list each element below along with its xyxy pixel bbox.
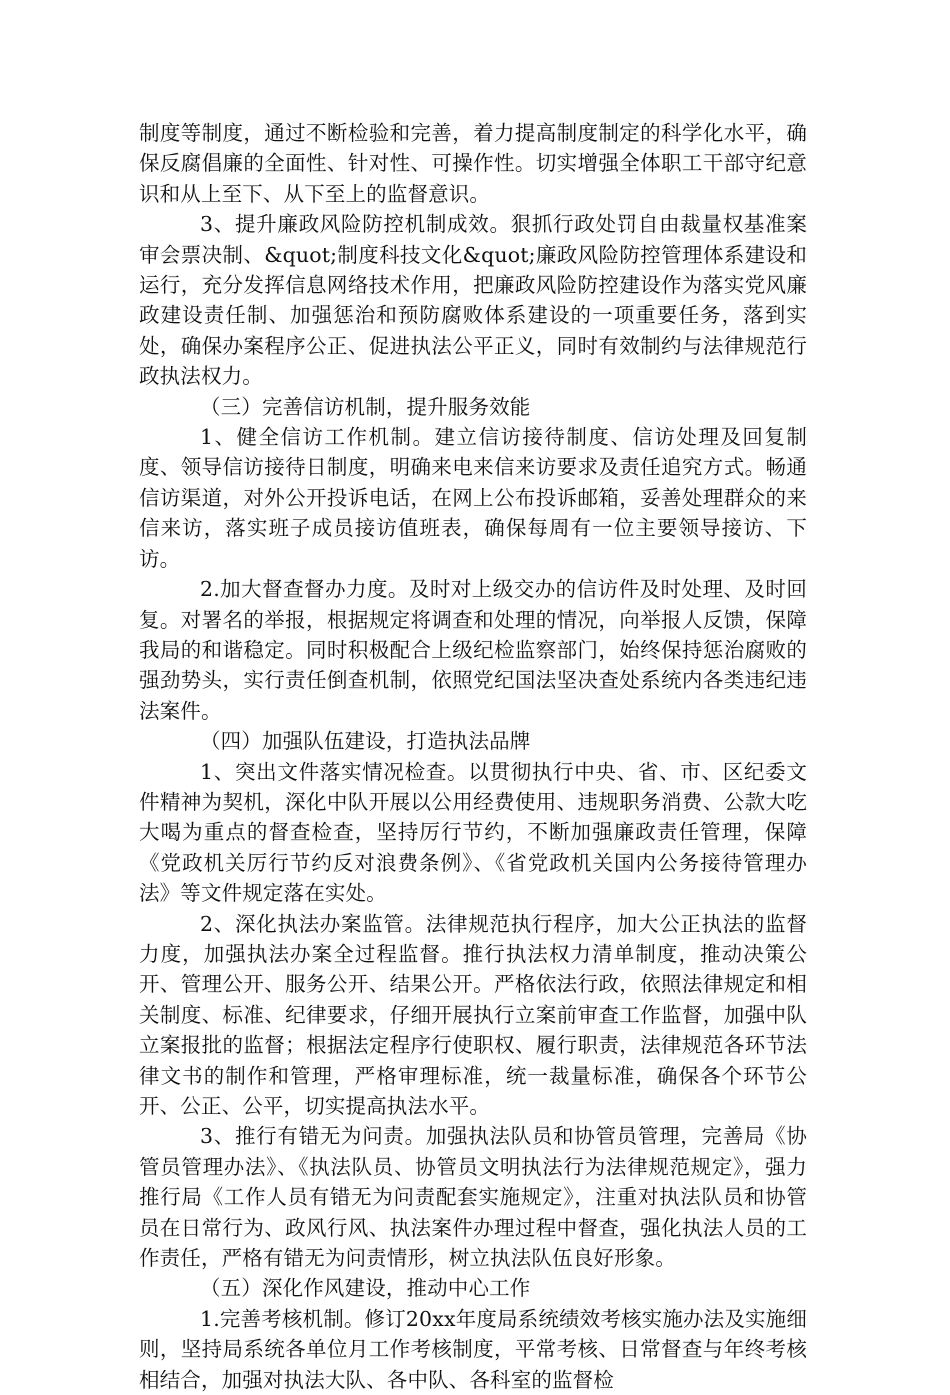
paragraph-5: 2.加大督查督办力度。及时对上级交办的信访件及时处理、及时回复。对署名的举报，根据规定将调查和处理的情况，向举报人反馈，保障我局的和谐稳定。同时积极配合上级纪检监察部门，始终保持惩治腐败的强劲势头，实行责任倒查机制，依照党纪国法坚决查处系统内各类违纪违法案件。: [139, 577, 807, 723]
paragraph-9: 3、推行有错无为问责。加强执法队员和协管员管理，完善局《协管员管理办法》、《执法队员、协管员文明执法行为法律规范规定》，强力推行局《工作人员有错无为问责配套实施规定》，注重对执法队员和协管员在日常行为、政风行风、执法案件办理过程中督查，强化执法人员的工作责任，严格有错无为问责情形，树立执法队伍良好形象。: [139, 1124, 807, 1271]
paragraph-11: 1.完善考核机制。修订20xx年度局系统绩效考核实施办法及实施细则，坚持局系统各单位月工作考核制度，平常考核、日常督查与年终考核相结合，加强对执法大队、各中队、各科室的监督检: [139, 1306, 807, 1392]
section-heading-4: （四）加强队伍建设，打造执法品牌: [200, 729, 531, 754]
section-heading-5: （五）深化作风建设，推动中心工作: [200, 1276, 531, 1301]
paragraph-8: 2、深化执法办案监管。法律规范执行程序，加大公正执法的监督力度，加强执法办案全过程监督。推行执法权力清单制度，推动决策公开、管理公开、服务公开、结果公开。严格依法行政，依照法律规定和相关制度、标准、纪律要求，仔细开展执行立案前审查工作监督，加强中队立案报批的监督；根据法定程序行使职权、履行职责，法律规范各环节法律文书的制作和管理，严格审理标准，统一裁量标准，确保各个环节公开、公正、公平，切实提高执法水平。: [139, 911, 807, 1118]
paragraph-4: 1、健全信访工作机制。建立信访接待制度、信访处理及回复制度、领导信访接待日制度，明确来电来信来访要求及责任追究方式。畅通信访渠道，对外公开投诉电话，在网上公布投诉邮箱，妥善处理群众的来信来访，落实班子成员接访值班表，确保每周有一位主要领导接访、下访。: [139, 425, 807, 571]
paragraph-7: 1、突出文件落实情况检查。以贯彻执行中央、省、市、区纪委文件精神为契机，深化中队开展以公用经费使用、违规职务消费、公款大吃大喝为重点的督查检查，坚持厉行节约，不断加强廉政责任管理，保障《党政机关厉行节约反对浪费条例》、《省党政机关国内公务接待管理办法》等文件规定落在实处。: [139, 759, 807, 906]
paragraph-2: 3、提升廉政风险防控机制成效。狠抓行政处罚自由裁量权基准案审会票决制、&quot;制度科技文化&quot;廉政风险防控管理体系建设和运行，充分发挥信息网络技术作用，把廉政风险防控建设作为落实党风廉政建设责任制、加强惩治和预防腐败体系建设的一项重要任务，落到实处，确保办案程序公正、促进执法公平正义，同时有效制约与法律规范行政执法权力。: [139, 212, 807, 389]
document-page: [139, 118, 807, 1395]
section-heading-3: （三）完善信访机制，提升服务效能: [200, 394, 531, 419]
paragraph-1: 制度等制度，通过不断检验和完善，着力提高制度制定的科学化水平，确保反腐倡廉的全面性、针对性、可操作性。切实增强全体职工干部守纪意识和从上至下、从下至上的监督意识。: [139, 121, 807, 206]
